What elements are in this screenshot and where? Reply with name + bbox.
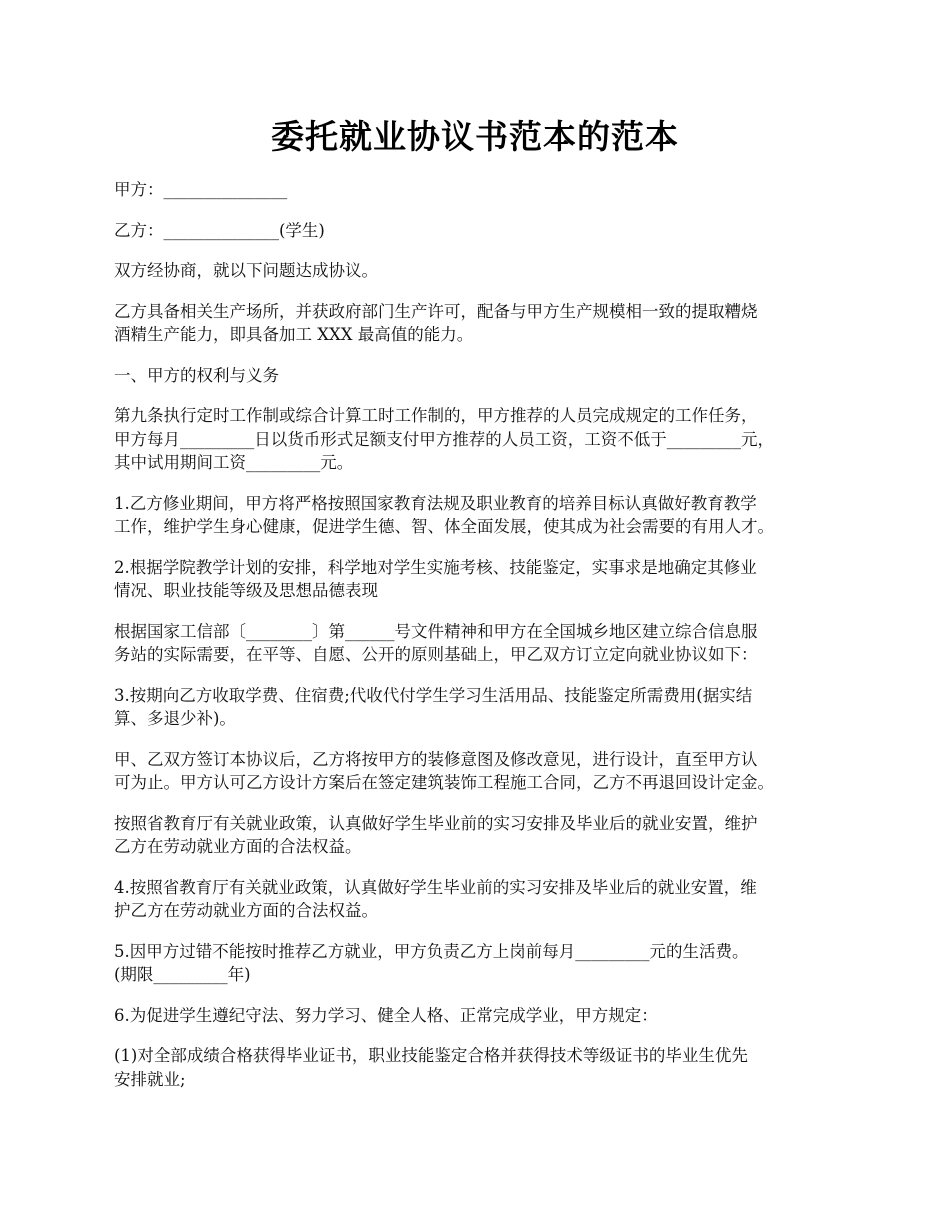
sub-clause-item: (1)对全部成绩合格获得毕业证书，职业技能鉴定合格并获得技术等级证书的毕业生优先 安排就业; xyxy=(114,1046,748,1089)
section-heading: 一、甲方的权利与义务 xyxy=(114,365,279,385)
paragraph: 第九条执行定时工作制或综合计算工时工作制的，甲方推荐的人员完成规定的工作任务， 甲方每月_________日以货币形式足额支付甲方推荐的人员工资，工资不低于_________元， 其中试用期间工资_________元。 xyxy=(114,406,774,472)
clause-item: 2.根据学院教学计划的安排，科学地对学生实施考核、技能鉴定，实事求是地确定其修业 情况、职业技能等级及思想品德表现 xyxy=(114,557,757,600)
party-a-line: 甲方：_______________ xyxy=(114,180,288,199)
paragraph: 甲、乙双方签订本协议后，乙方将按甲方的装修意图及修改意见，进行设计，直至甲方认 可为止。甲方认可乙方设计方案后在签定建筑装饰工程施工合同，乙方不再退回设计定金。 xyxy=(114,749,774,792)
clause-item: 3.按期向乙方收取学费、住宿费;代收代付学生学习生活用品、技能鉴定所需费用(据实结 算、多退少补)。 xyxy=(114,685,753,728)
paragraph: 按照省教育厅有关就业政策，认真做好学生毕业前的实习安排及毕业后的就业安置，维护 乙方在劳动就业方面的合法权益。 xyxy=(114,813,758,856)
clause-item: 4.按照省教育厅有关就业政策，认真做好学生毕业前的实习安排及毕业后的就业安置，维 护乙方在劳动就业方面的合法权益。 xyxy=(114,877,757,920)
paragraph: 双方经协商，就以下问题达成协议。 xyxy=(114,261,378,280)
party-b-line: 乙方：______________(学生) xyxy=(114,220,325,240)
clause-item: 1.乙方修业期间，甲方将严格按照国家教育法规及职业教育的培养目标认真做好教育教学 工作，维护学生身心健康，促进学生德、智、体全面发展，使其成为社会需要的有用人才。 xyxy=(114,493,774,536)
paragraph: 根据国家工信部〔________〕第______号文件精神和甲方在全国城乡地区建立综合信息服 务站的实际需要，在平等、自愿、公开的原则基础上，甲乙双方订立定向就业协议如下： xyxy=(114,621,758,664)
document-body xyxy=(114,178,850,1108)
document-title: 委托就业协议书范本的范本 xyxy=(271,117,679,156)
clause-item: 6.为促进学生遵纪守法、努力学习、健全人格、正常完成学业，甲方规定： xyxy=(114,1005,658,1025)
paragraph: 乙方具备相关生产场所，并获政府部门生产许可，配备与甲方生产规模相一致的提取糟烧 酒精生产能力，即具备加工 XXX 最高值的能力。 xyxy=(114,301,758,344)
clause-item: 5.因甲方过错不能按时推荐乙方就业，甲方负责乙方上岗前每月_________元的生活费。 (期限_________年) xyxy=(114,941,749,984)
